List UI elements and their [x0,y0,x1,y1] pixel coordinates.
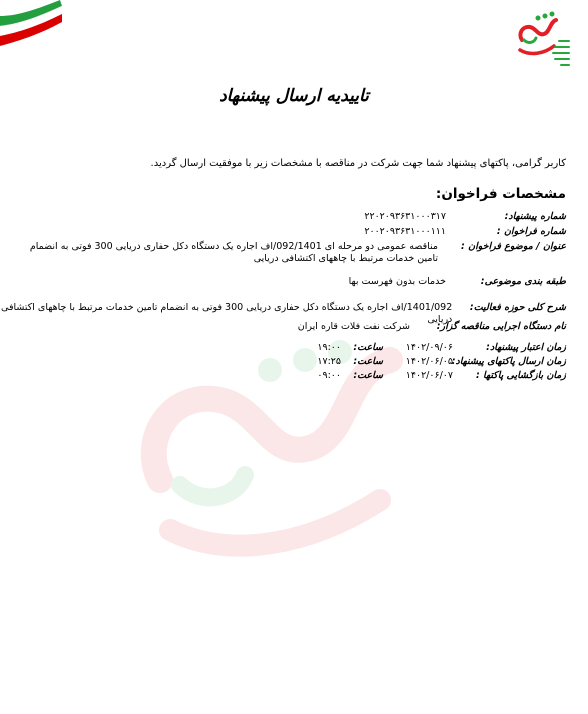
validity-time-caption: ساعت: [353,342,383,353]
iran-flag-icon [0,0,62,50]
subject-row [14,241,566,265]
organizer-value: شرکت نفت فلات قاره ایران [297,321,410,332]
setad-logo-icon [516,10,574,72]
validity-date: ۱۴۰۲/۰۹/۰۶ [405,342,453,353]
submission-date: ۱۴۰۲/۰۶/۰۵ [405,356,453,367]
subject-label: عنوان / موضوع فراخوان : [460,241,566,252]
proposal-number-row [364,211,566,223]
submission-time-label: زمان ارسال پاکتهای پیشنهاد: [451,356,566,367]
section-title: مشخصات فراخوان: [435,186,566,202]
organizer-row [298,321,566,333]
submission-time-caption: ساعت: [353,356,383,367]
page-title: تاییدیه ارسال پیشنهاد [219,86,369,106]
organizer-label: نام دستگاه اجرایی مناقصه گزار: [436,321,566,332]
category-row [349,276,566,288]
subject-value: مناقصه عمومی دو مرحله ای 092/1401/اف اجاره یک دستگاه دکل حفاری دریایی 300 فوتی به انضمام تامین خدمات مرتبط با چاههای اکتشافی دریایی [29,241,438,264]
tender-number-row [364,226,566,238]
scope-value: 1401/092/اف اجاره یک دستگاه دکل حفاری دریایی 300 فوتی به انضمام تامین خدمات مرتبط با چاههای اکتشافی دریایی [1,302,453,325]
scope-label: شرح کلی حوزه فعالیت: [469,302,566,313]
submission-time: ۱۷:۲۵ [317,356,341,367]
category-label: طبقه بندی موضوعی: [480,276,566,287]
opening-date: ۱۴۰۲/۰۶/۰۷ [405,370,453,381]
submission-time-row [6,356,566,368]
opening-time-caption: ساعت: [353,370,383,381]
validity-time-row [6,342,566,354]
validity-time: ۱۹:۰۰ [317,342,341,353]
tender-number-label: شماره فراخوان : [496,226,566,237]
intro-text: کاربر گرامی، پاکتهای پیشنهاد شما جهت شرکت در مناقصه با مشخصات زیر با موفقیت ارسال گردید. [150,158,566,169]
opening-time-row [6,370,566,382]
opening-time-label: زمان بازگشایی پاکتها : [475,370,566,381]
validity-time-label: زمان اعتبار پیشنهاد: [486,342,566,353]
tender-number-value: ۲۰۰۲۰۹۳۶۳۱۰۰۰۱۱۱ [364,226,446,237]
proposal-number-value: ۲۲۰۲۰۹۳۶۳۱۰۰۰۳۱۷ [364,211,446,222]
opening-time: ۰۹:۰۰ [317,370,341,381]
proposal-number-label: شماره پیشنهاد: [504,211,566,222]
category-value: خدمات بدون فهرست بها [348,276,446,287]
